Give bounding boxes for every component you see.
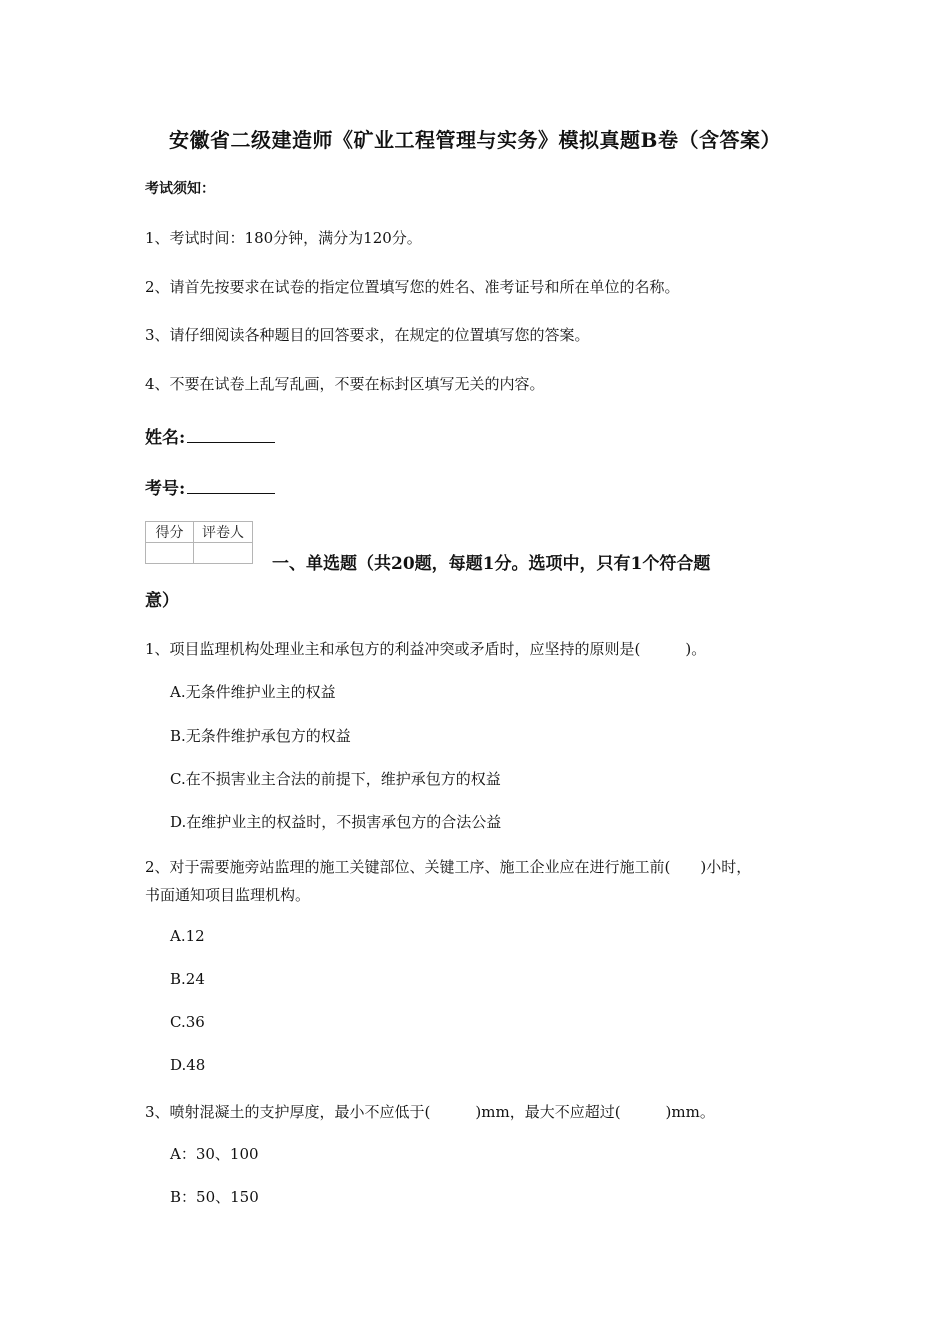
question-option: B.24 — [170, 970, 205, 988]
section-heading: 一、单选题（共20题，每题1分。选项中，只有1个符合题 — [272, 554, 711, 574]
question-stem: 2、对于需要施旁站监理的施工关键部位、关键工序、施工企业应在进行施工前( )小时， — [145, 858, 752, 876]
score-header: 得分 — [146, 522, 194, 543]
section-heading-cont: 意） — [145, 591, 179, 611]
question-option: A：30、100 — [170, 1145, 259, 1163]
question-option: C.36 — [170, 1013, 205, 1031]
score-table — [145, 521, 253, 564]
question-option: D.48 — [170, 1056, 206, 1074]
grader-header: 评卷人 — [194, 522, 253, 543]
grader-cell[interactable] — [194, 543, 253, 564]
page-title: 安徽省二级建造师《矿业工程管理与实务》模拟真题B卷（含答案） — [169, 128, 781, 152]
question-option: D.在维护业主的权益时，不损害承包方的合法公益 — [170, 813, 502, 831]
name-field[interactable] — [145, 423, 275, 448]
notice-heading: 考试须知： — [145, 181, 215, 197]
notice-item: 2、请首先按要求在试卷的指定位置填写您的姓名、准考证号和所在单位的名称。 — [145, 278, 680, 296]
notice-item: 1、考试时间：180分钟，满分为120分。 — [145, 229, 422, 247]
exam-id-field[interactable] — [145, 474, 275, 499]
question-option: A.12 — [170, 927, 205, 945]
question-stem: 3、喷射混凝土的支护厚度，最小不应低于( )mm，最大不应超过( )mm。 — [145, 1103, 715, 1121]
question-stem: 1、项目监理机构处理业主和承包方的利益冲突或矛盾时，应坚持的原则是( )。 — [145, 640, 707, 658]
notice-item: 4、不要在试卷上乱写乱画，不要在标封区填写无关的内容。 — [145, 375, 545, 393]
question-option: C.在不损害业主合法的前提下，维护承包方的权益 — [170, 770, 501, 788]
name-label: 姓名: — [145, 428, 186, 448]
question-option: B.无条件维护承包方的权益 — [170, 727, 351, 745]
exam-id-blank[interactable] — [187, 479, 275, 494]
name-blank[interactable] — [187, 428, 275, 443]
notice-item: 3、请仔细阅读各种题目的回答要求，在规定的位置填写您的答案。 — [145, 326, 590, 344]
question-stem-cont: 书面通知项目监理机构。 — [145, 886, 311, 904]
question-option: A.无条件维护业主的权益 — [170, 683, 336, 701]
question-option: B：50、150 — [170, 1188, 259, 1206]
exam-id-label: 考号: — [145, 479, 186, 499]
score-cell[interactable] — [146, 543, 194, 564]
